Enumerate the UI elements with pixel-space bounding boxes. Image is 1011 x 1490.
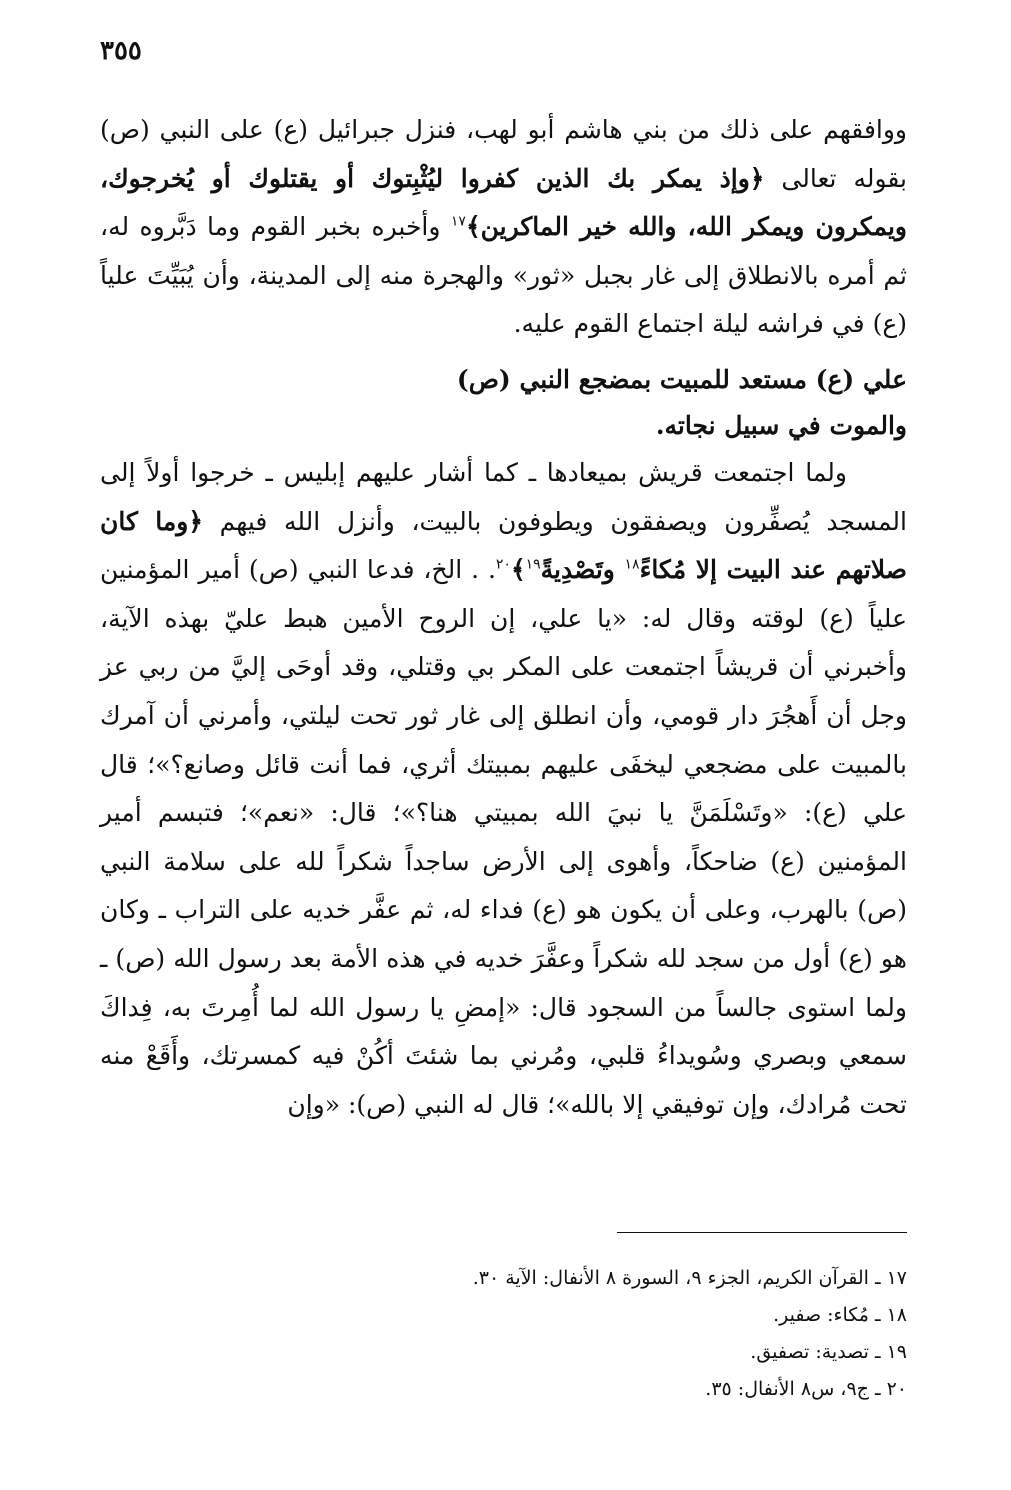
- footnote-ref-20: ٢٠: [495, 556, 511, 573]
- quran-verse-2a: ﴿وما كان صلاتهم عند البيت إلا مُكاءً: [100, 506, 908, 585]
- main-text: [100, 106, 907, 1129]
- paragraph-1-text-a: ووافقهم على ذلك من بني هاشم أبو لهب، فنزل جبرائيل (ع) على النبي (ص) بقوله تعالى: [100, 115, 907, 193]
- paragraph-2-text-a: ولما اجتمعت قريش بميعادها ـ كما أشار عليهم إبليس ـ خرجوا أولاً إلى المسجد يُصفِّرون ويصفقون ويطوفون بالبيت، وأنزل الله فيهم: [100, 457, 907, 536]
- section-heading-line-1: علي (ع) مستعد للمبيت بمضجع النبي (ص): [456, 364, 907, 394]
- footnote-17: ١٧ ـ القرآن الكريم، الجزء ٩، السورة ٨ الأنفال: الآية ٣٠.: [472, 1267, 907, 1289]
- footnote-18: ١٨ ـ مُكاء: صفير.: [773, 1304, 907, 1326]
- footnote-ref-17: ١٧: [450, 213, 466, 230]
- section-heading: [100, 357, 907, 449]
- footnote-20: ٢٠ ـ ج٩، س٨ الأنفال: ٣٥.: [705, 1378, 907, 1400]
- paragraph-1: [100, 106, 907, 349]
- footnotes: [100, 1260, 907, 1408]
- footnote-ref-18: ١٨: [624, 556, 640, 573]
- quran-verse-2c: ﴾: [510, 555, 526, 585]
- paragraph-1-text-b: وأخبره بخبر القوم وما دَبَّروه له، ثم أمره بالانطلاق إلى غار بجبل «ثور» والهجرة منه إلى المدينة، وأن يُبَيِّتَ علياً (ع) في فراشه ليلة اجتماع القوم عليه.: [100, 212, 907, 339]
- paragraph-2-text-b: . . الخ، فدعا النبي (ص) أمير المؤمنين علياً (ع) لوقته وقال له: «يا علي، إن الروح الأمين هبط عليّ بهذه الآية، وأخبرني أن قريشاً اجتمعت على المكر بي وقتلي، وقد أوحَى إليَّ من ربي عز وجل أن أَهجُرَ دار قومي، وأن انطلق إلى غار ثور تحت ليلتي، وأمرني أن آمرك بالمبيت على مضجعي ليخفَى عليهم بمبيتك أثري، فما أنت قائل وصانع؟»؛ قال علي (ع): «وتَسْلَمَنَّ يا نبيَ الله بمبيتي هنا؟»؛ قال: «نعم»؛ فتبسم أمير المؤمنين (ع) ضاحكاً، وأهوى إلى الأرض ساجداً شكراً لله على سلامة النبي (ص) بالهرب، وعلى أن يكون هو (ع) فداء له، ثم عفَّر خديه على التراب ـ وكان هو (ع) أول من سجد لله شكراً وعفَّرَ خديه في هذه الأمة بعد رسول الله (ص) ـ ولما استوى جالساً من السجود قال: «إمضِ يا رسول الله لما أُمِرتَ به، فِداكَ سمعي وبصري وسُويداءُ قلبي، ومُرني بما شئتَ أكُنْ فيه كمسرتك، وأَقَعْ منه تحت مُرادك، وإن توفيقي إلا بالله»؛ قال له النبي (ص): «وإن: [100, 555, 907, 1119]
- footnote-separator: [617, 1232, 907, 1233]
- section-heading-line-2: والموت في سبيل نجاته.: [655, 410, 907, 440]
- footnote-ref-19: ١٩: [525, 556, 541, 573]
- paragraph-2: [100, 449, 907, 1129]
- quran-verse-1: ﴿وإذ يمكر بك الذين كفروا ليُثْبِتوك أو يقتلوك أو يُخرجوك، ويمكرون ويمكر الله، والله خير الماكرين﴾: [100, 163, 907, 242]
- page-number: ٣٥٥: [100, 36, 142, 66]
- quran-verse-2b: وتَصْدِيةً: [540, 555, 625, 585]
- footnote-19: ١٩ ـ تصدية: تصفيق.: [750, 1341, 907, 1363]
